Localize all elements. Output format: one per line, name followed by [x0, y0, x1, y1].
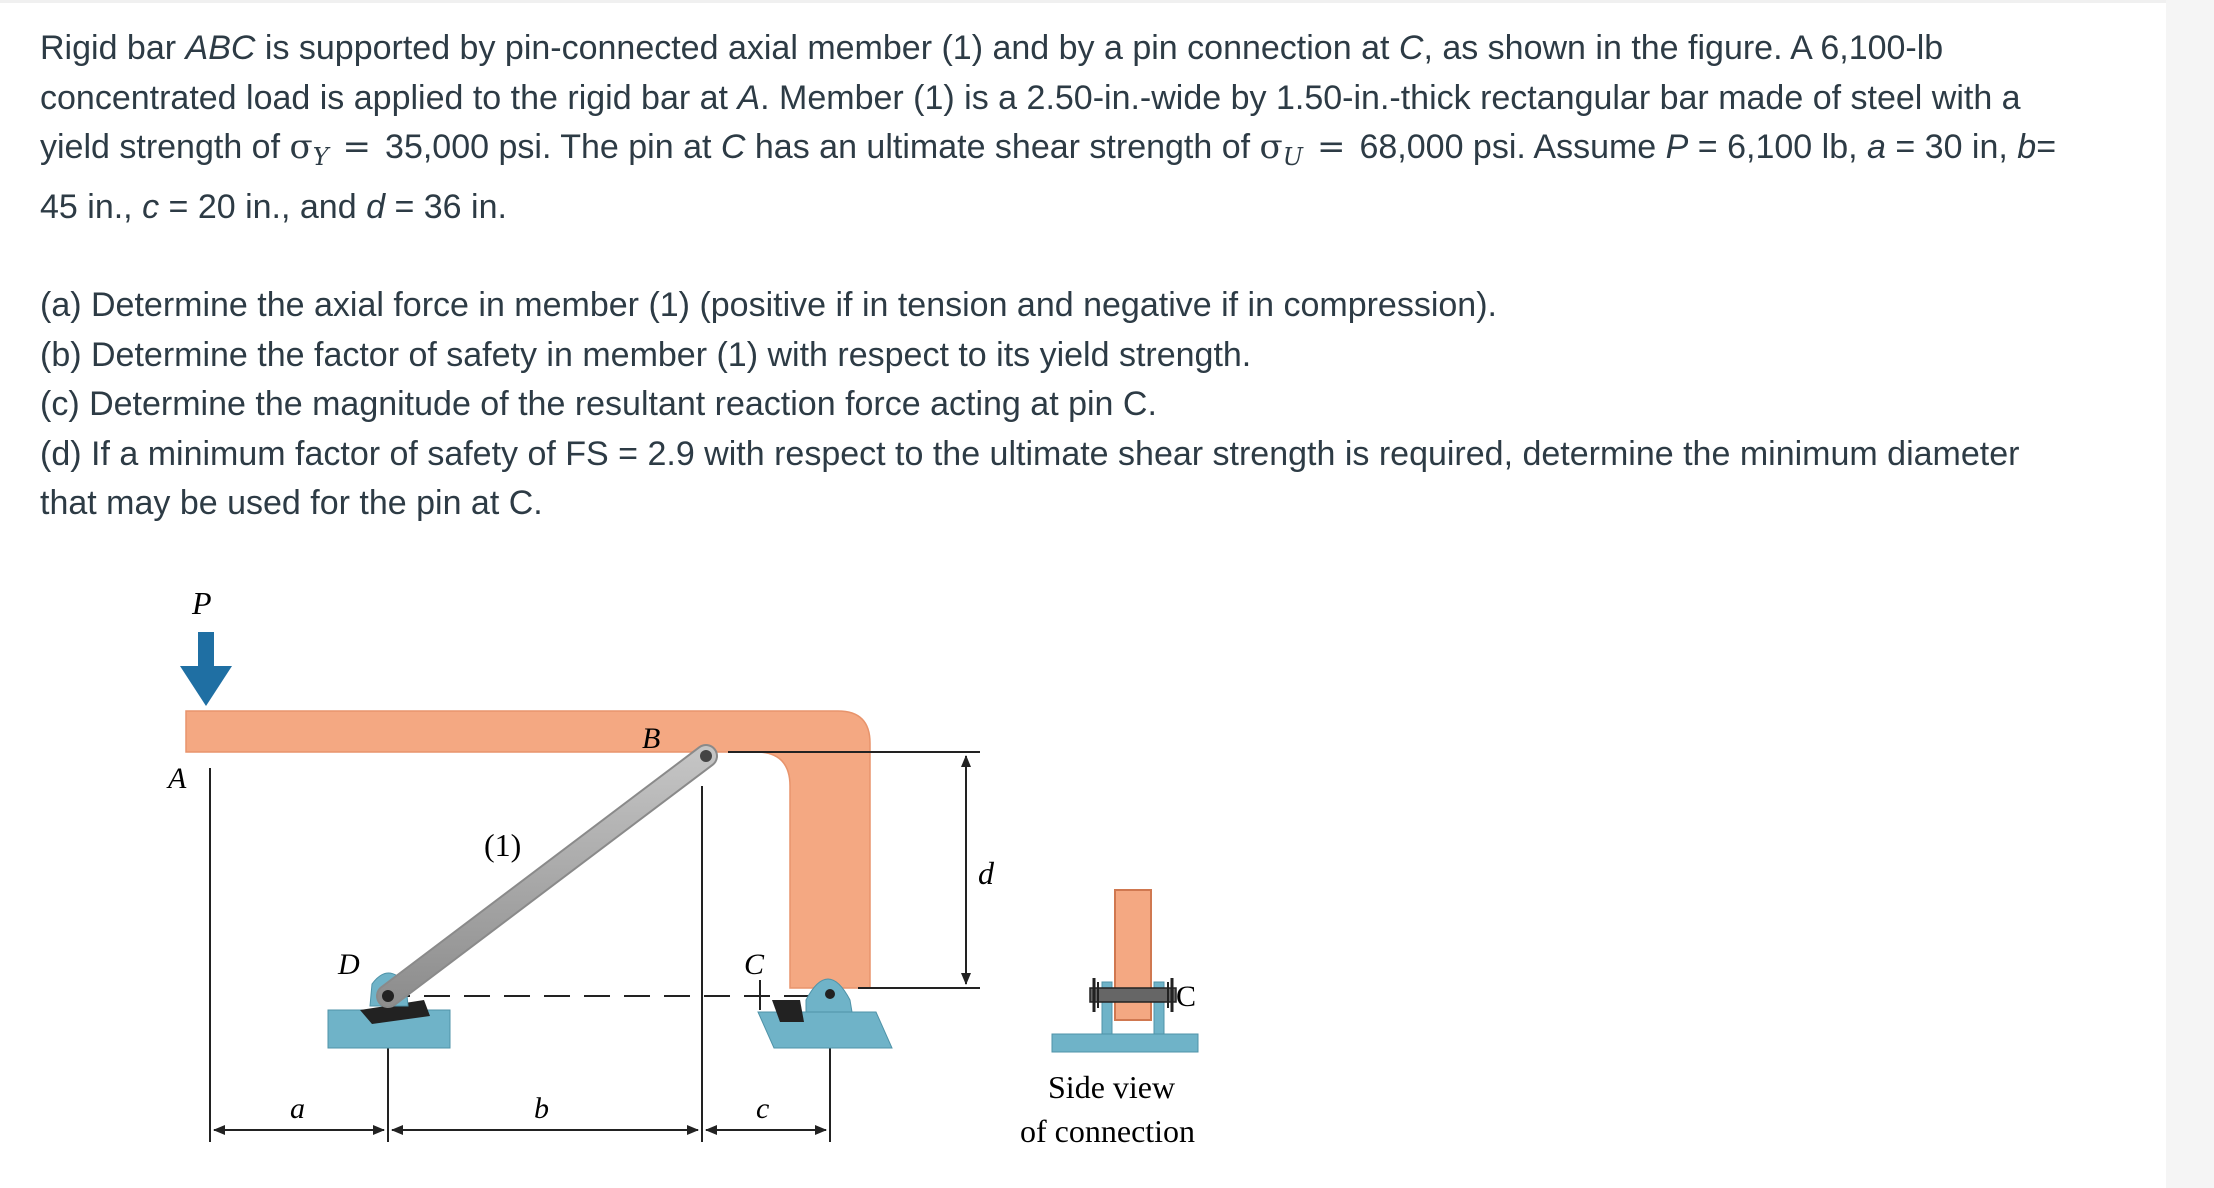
label-member-1: (1) — [484, 827, 522, 863]
member-1 — [382, 750, 712, 1002]
sigma-symbol: σ — [1259, 127, 1283, 167]
label-b-dim: b — [534, 1092, 549, 1125]
point-a: A — [737, 78, 761, 117]
question-b: (b) Determine the factor of safety in member (1) with respect to its yield strength. — [40, 335, 1252, 374]
symbol-c: c — [142, 187, 160, 226]
text-segment: = 30 in, — [1885, 128, 2018, 166]
question-d-line-1: (d) If a minimum factor of safety of FS = 2.9 with respect to the ultimate shear strength is required, determine the minimum diameter — [40, 434, 2020, 473]
text-segment: Rigid bar — [40, 29, 186, 67]
label-d: d — [978, 855, 994, 891]
text-segment: concentrated load is applied to the rigid bar at — [40, 78, 738, 117]
equals-sign: = — [1316, 127, 1346, 167]
question-a: (a) Determine the axial force in member (1) (positive if in tension and negative if in compression). — [40, 286, 1497, 324]
point-c: C — [1398, 29, 1424, 67]
question-c: (c) Determine the magnitude of the resultant reaction force acting at pin C. — [40, 385, 1157, 423]
subscript-u: U — [1282, 143, 1303, 171]
text-segment: = 36 in. — [385, 187, 507, 226]
text-segment: = 20 in., and — [159, 187, 367, 226]
side-view-caption-2: of connection — [1020, 1113, 1196, 1149]
label-p: P — [192, 585, 212, 621]
text-segment: , as shown in the figure. A 6,100-lb — [1423, 29, 1944, 67]
question-d-line-2: that may be used for the pin at C. — [40, 484, 543, 522]
symbol-p: P — [1665, 128, 1689, 166]
text-segment: 68,000 psi. Assume — [1359, 128, 1666, 166]
label-c-dim: c — [756, 1092, 770, 1125]
label-d-point: D — [338, 948, 360, 981]
symbol-b: b — [2017, 128, 2037, 166]
side-view-connection — [1052, 890, 1198, 1052]
subscript-y: Y — [312, 143, 329, 171]
bar-name: ABC — [185, 29, 256, 67]
text-segment: 45 in., — [40, 187, 143, 226]
sigma-symbol: σ — [289, 127, 313, 167]
text-segment: 35,000 psi. The pin at — [385, 128, 721, 166]
label-a-dim: a — [290, 1092, 305, 1125]
symbol-d: d — [366, 187, 385, 226]
equals-sign: = — [342, 127, 372, 167]
label-a-point: A — [168, 762, 187, 795]
text-segment: yield strength of — [40, 128, 290, 166]
text-segment: = — [2036, 128, 2057, 166]
support-c — [758, 979, 892, 1048]
label-c-point: C — [744, 948, 765, 981]
label-b-point: B — [642, 722, 661, 755]
side-view-caption-1: Side view — [1048, 1069, 1176, 1105]
text-segment: = 6,100 lb, — [1688, 128, 1867, 166]
text-segment: is supported by pin-connected axial member (1) and by a pin connection at — [255, 29, 1399, 67]
right-edge-panel — [2166, 0, 2214, 1188]
load-arrow-icon — [180, 632, 232, 706]
text-segment: . Member (1) is a 2.50-in.-wide by 1.50-in.-thick rectangular bar made of steel with a — [760, 78, 2021, 117]
text-segment: has an ultimate shear strength of — [745, 128, 1260, 166]
symbol-a: a — [1867, 128, 1886, 166]
label-side-c: C — [1176, 980, 1197, 1013]
point-c: C — [720, 128, 746, 166]
